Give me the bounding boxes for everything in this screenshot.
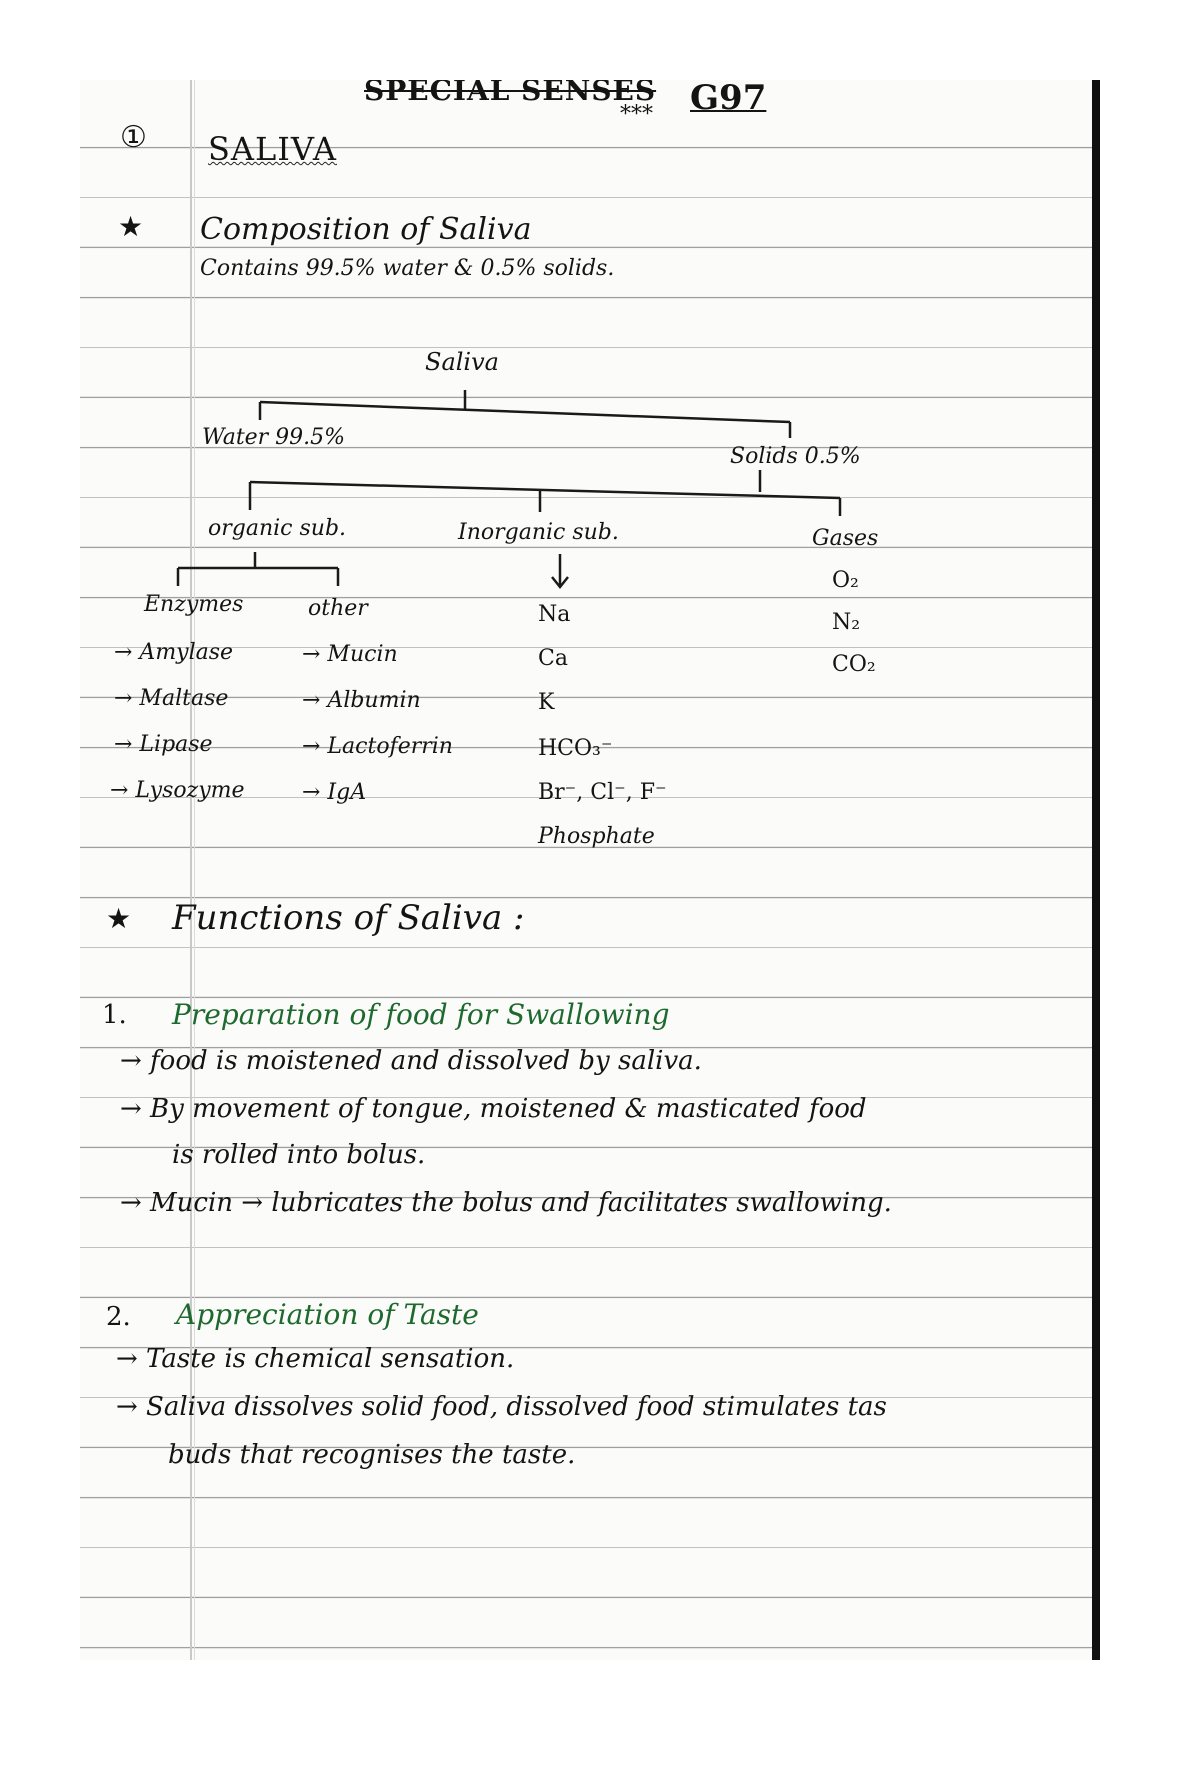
other-item: → IgA [302,780,367,805]
binding-edge [1092,80,1100,1660]
function-2-line: buds that recognises the taste. [168,1440,576,1470]
margin-line [190,80,192,1660]
header-title: SPECIAL SENSES [364,80,657,107]
tree-other: other [308,596,368,621]
function-2-line: → Taste is chemical sensation. [116,1344,515,1374]
gas-item: N₂ [832,610,861,635]
section-title: SALIVA [208,130,337,168]
gas-item: CO₂ [832,652,876,677]
other-item: → Lactoferrin [302,734,453,759]
inorganic-item: Phosphate [538,824,655,849]
composition-star-icon: ★ [118,210,144,243]
function-2-number: 2. [106,1302,131,1332]
function-1-number: 1. [102,1000,127,1030]
enzyme-item: → Amylase [114,640,234,665]
function-1-line: → Mucin → lubricates the bolus and facilitates swallowing. [120,1188,892,1218]
composition-line: Contains 99.5% water & 0.5% solids. [200,256,615,281]
tree-gases: Gases [812,526,879,551]
other-item: → Albumin [302,688,421,713]
enzyme-item: → Lipase [114,732,213,757]
tree-organic: organic sub. [208,516,347,541]
page-code: G97 [690,80,767,118]
header-stars: *** [620,102,653,127]
tree-enzymes: Enzymes [144,592,244,617]
composition-heading: Composition of Saliva [200,212,532,247]
inorganic-item: Br⁻, Cl⁻, F⁻ [538,780,667,805]
function-2-title: Appreciation of Taste [176,1298,479,1331]
tree-water: Water 99.5% [202,425,346,450]
function-1-line: → food is moistened and dissolved by saliva. [120,1046,702,1076]
enzyme-item: → Lysozyme [110,778,245,803]
tree-solids: Solids 0.5% [730,444,861,469]
other-item: → Mucin [302,642,398,667]
inorganic-item: Na [538,602,571,627]
function-1-line: is rolled into bolus. [172,1140,426,1170]
function-1-title: Preparation of food for Swallowing [172,998,670,1031]
tree-root: Saliva [425,348,499,376]
function-1-line: → By movement of tongue, moistened & masticated food [120,1094,867,1124]
functions-heading: Functions of Saliva : [172,898,525,938]
classification-tree-lines [80,80,1100,1660]
tree-inorganic: Inorganic sub. [458,520,619,545]
inorganic-item: HCO₃⁻ [538,736,613,761]
notebook-page [80,80,1100,1660]
functions-star-icon: ★ [106,902,132,935]
section-number: ① [120,120,147,155]
gas-item: O₂ [832,568,859,593]
margin-line-inner [194,80,195,1660]
enzyme-item: → Maltase [114,686,229,711]
function-2-line: → Saliva dissolves solid food, dissolved food stimulates tas [116,1392,887,1422]
inorganic-item: Ca [538,646,568,671]
inorganic-item: K [538,690,555,715]
